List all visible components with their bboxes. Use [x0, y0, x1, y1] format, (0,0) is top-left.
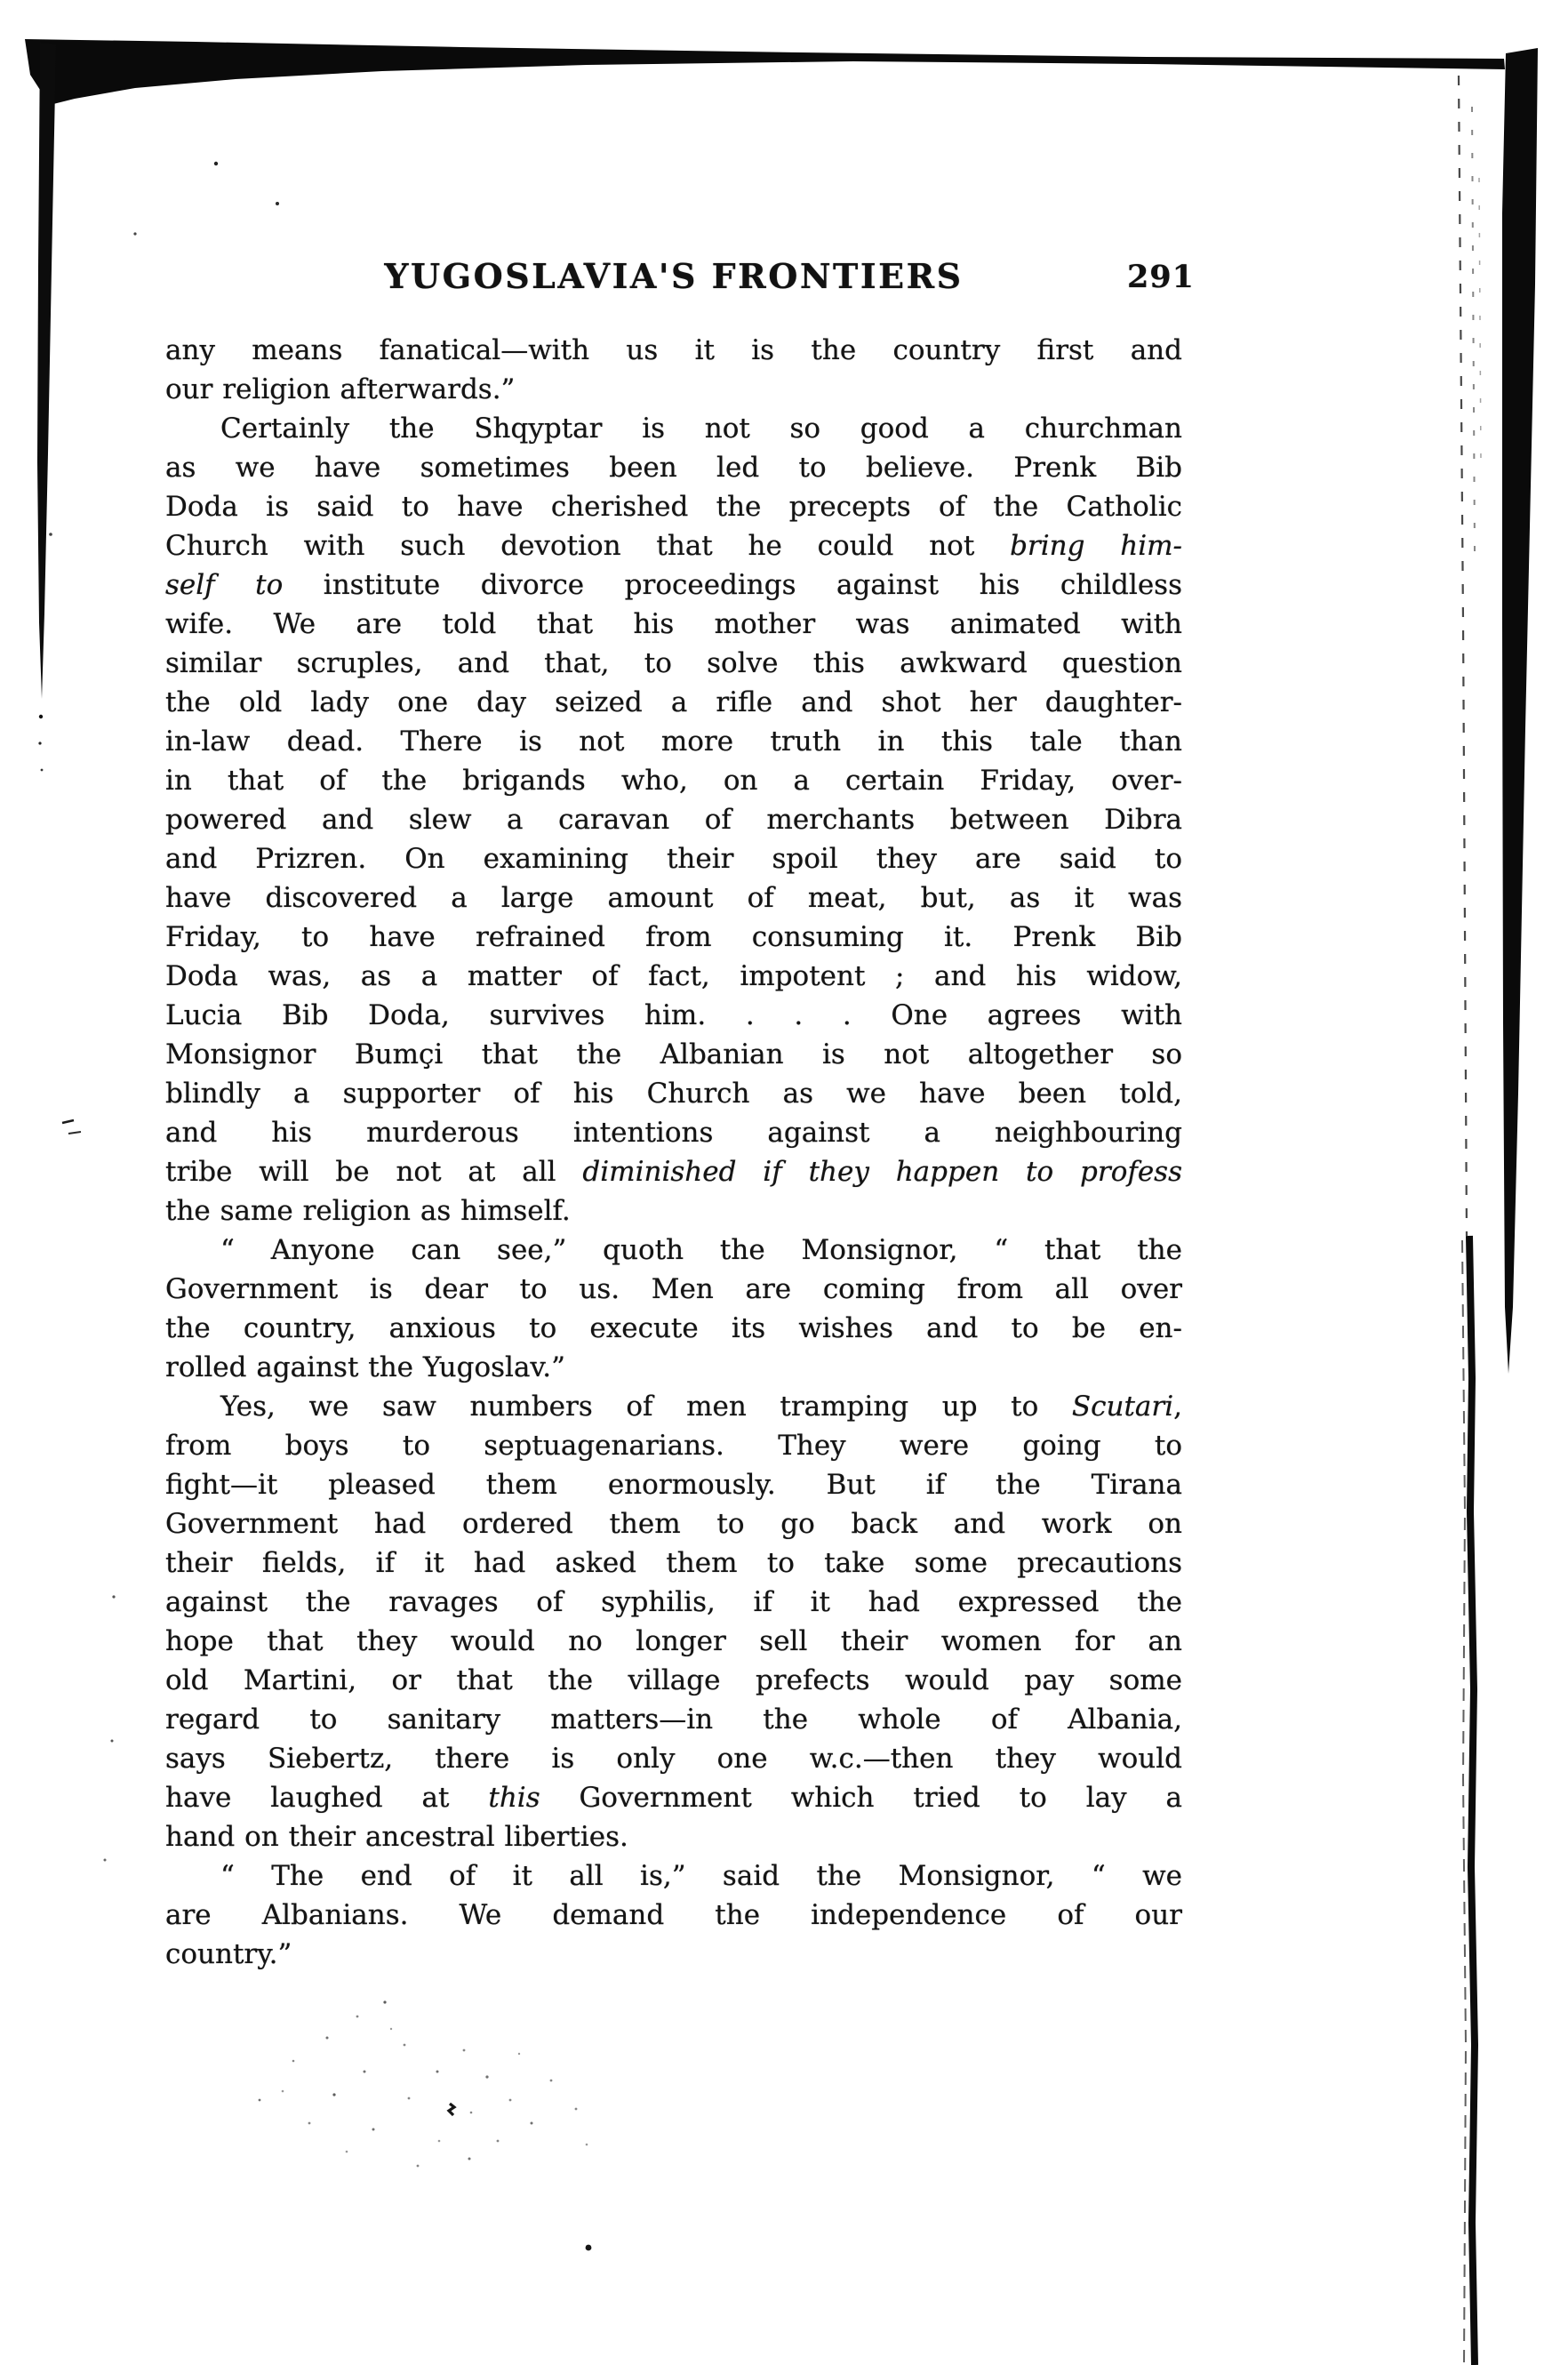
text-line: and his murderous intentions against a neighbouring [165, 1117, 1182, 1149]
right-edge-line-thick [1469, 1236, 1475, 2365]
right-gutter-scratch [1472, 107, 1475, 551]
speckle-cluster [259, 2000, 588, 2167]
text-line: wife. We are told that his mother was animated with [165, 608, 1182, 640]
text-line: hand on their ancestral liberties. [165, 1821, 628, 1853]
text-line: rolled against the Yugoslav.” [165, 1351, 565, 1383]
text-line: Doda is said to have cherished the precepts of the Catholic [165, 491, 1182, 523]
text-line: as we have sometimes been led to believe. Prenk Bib [165, 452, 1182, 484]
text-line: the old lady one day seized a rifle and shot her daughter- [165, 686, 1182, 718]
text-line: fight—it pleased them enormously. But if the Tirana [165, 1469, 1182, 1501]
text-line: “ Anyone can see,” quoth the Monsignor, “ that the [220, 1234, 1182, 1266]
text-line: says Siebertz, there is only one w.c.—then they would [165, 1743, 1182, 1775]
text-line: Government is dear to us. Men are coming from all over [165, 1273, 1182, 1305]
margin-speck [49, 533, 52, 536]
text-line: against the ravages of syphilis, if it had expressed the [165, 1586, 1182, 1618]
text-line: Church with such devotion that he could not bring him- [165, 530, 1183, 562]
text-line: tribe will be not at all diminished if they happen to profess [165, 1156, 1182, 1188]
speckle-squiggle [449, 2104, 454, 2115]
page-header [165, 256, 1195, 302]
text-line: Yes, we saw numbers of men tramping up to Scutari, [220, 1391, 1182, 1423]
text-line: have laughed at this Government which tried to lay a [165, 1782, 1183, 1814]
margin-speck [104, 1859, 107, 1862]
text-line: Friday, to have refrained from consuming it. Prenk Bib [165, 921, 1182, 953]
text-line: their fields, if it had asked them to take some precautions [165, 1547, 1182, 1579]
text-line: the country, anxious to execute its wishes and to be en- [165, 1312, 1182, 1344]
page-number: 291 [1126, 259, 1195, 295]
right-edge-line-thin [1462, 1240, 1466, 2365]
text-line: powered and slew a caravan of merchants between Dibra [165, 804, 1182, 836]
text-line: blindly a supporter of his Church as we have been told, [165, 1078, 1182, 1110]
text-line: Lucia Bib Doda, survives him. . . . One agrees with [165, 999, 1182, 1031]
text-line: the same religion as himself. [165, 1195, 571, 1227]
running-title: YUGOSLAVIA'S FRONTIERS [384, 256, 964, 296]
margin-speck [133, 232, 136, 235]
text-line: and Prizren. On examining their spoil they are said to [165, 843, 1182, 875]
right-gutter-scratch [1479, 178, 1481, 462]
margin-dash-mark [62, 1120, 74, 1123]
text-line: Certainly the Shqyptar is not so good a churchman [220, 413, 1182, 445]
text-line: “ The end of it all is,” said the Monsignor, “ we [220, 1860, 1182, 1892]
text-line: are Albanians. We demand the independence of our [165, 1899, 1182, 1931]
text-line: self to institute divorce proceedings against his childless [165, 569, 1182, 601]
margin-speck [111, 1740, 114, 1743]
margin-dash-mark [68, 1132, 81, 1134]
top-edge-bar [25, 39, 1505, 105]
text-line: Monsignor Bumçi that the Albanian is not altogether so [165, 1038, 1182, 1070]
text-line: Government had ordered them to go back and work on [165, 1508, 1182, 1540]
text-line: old Martini, or that the village prefects would pay some [165, 1664, 1182, 1696]
left-edge-dot [41, 769, 44, 772]
text-line: similar scruples, and that, to solve this awkward question [165, 647, 1182, 679]
bottom-dot [586, 2245, 592, 2251]
text-line: in that of the brigands who, on a certain Friday, over- [165, 765, 1182, 797]
text-line: our religion afterwards.” [165, 373, 516, 405]
text-line: in-law dead. There is not more truth in this tale than [165, 726, 1182, 758]
margin-speck [214, 162, 218, 165]
margin-speck [112, 1595, 115, 1598]
right-gutter-band [1502, 48, 1538, 1374]
margin-speck [276, 202, 279, 205]
left-edge-dot [39, 715, 43, 718]
text-line: have discovered a large amount of meat, but, as it was [165, 882, 1182, 914]
right-gutter-scratch [1459, 76, 1467, 1236]
text-line: regard to sanitary matters—in the whole of Albania, [165, 1704, 1182, 1736]
text-line: hope that they would no longer sell their women for an [165, 1625, 1182, 1657]
text-line: Doda was, as a matter of fact, impotent ; and his widow, [165, 960, 1182, 992]
text-line: from boys to septuagenarians. They were going to [165, 1430, 1182, 1462]
left-edge-bar [37, 43, 56, 699]
text-line: any means fanatical—with us it is the country first and [165, 334, 1182, 366]
text-block [165, 331, 1182, 1974]
left-edge-dot [38, 742, 41, 744]
text-line: country.” [165, 1938, 292, 1970]
